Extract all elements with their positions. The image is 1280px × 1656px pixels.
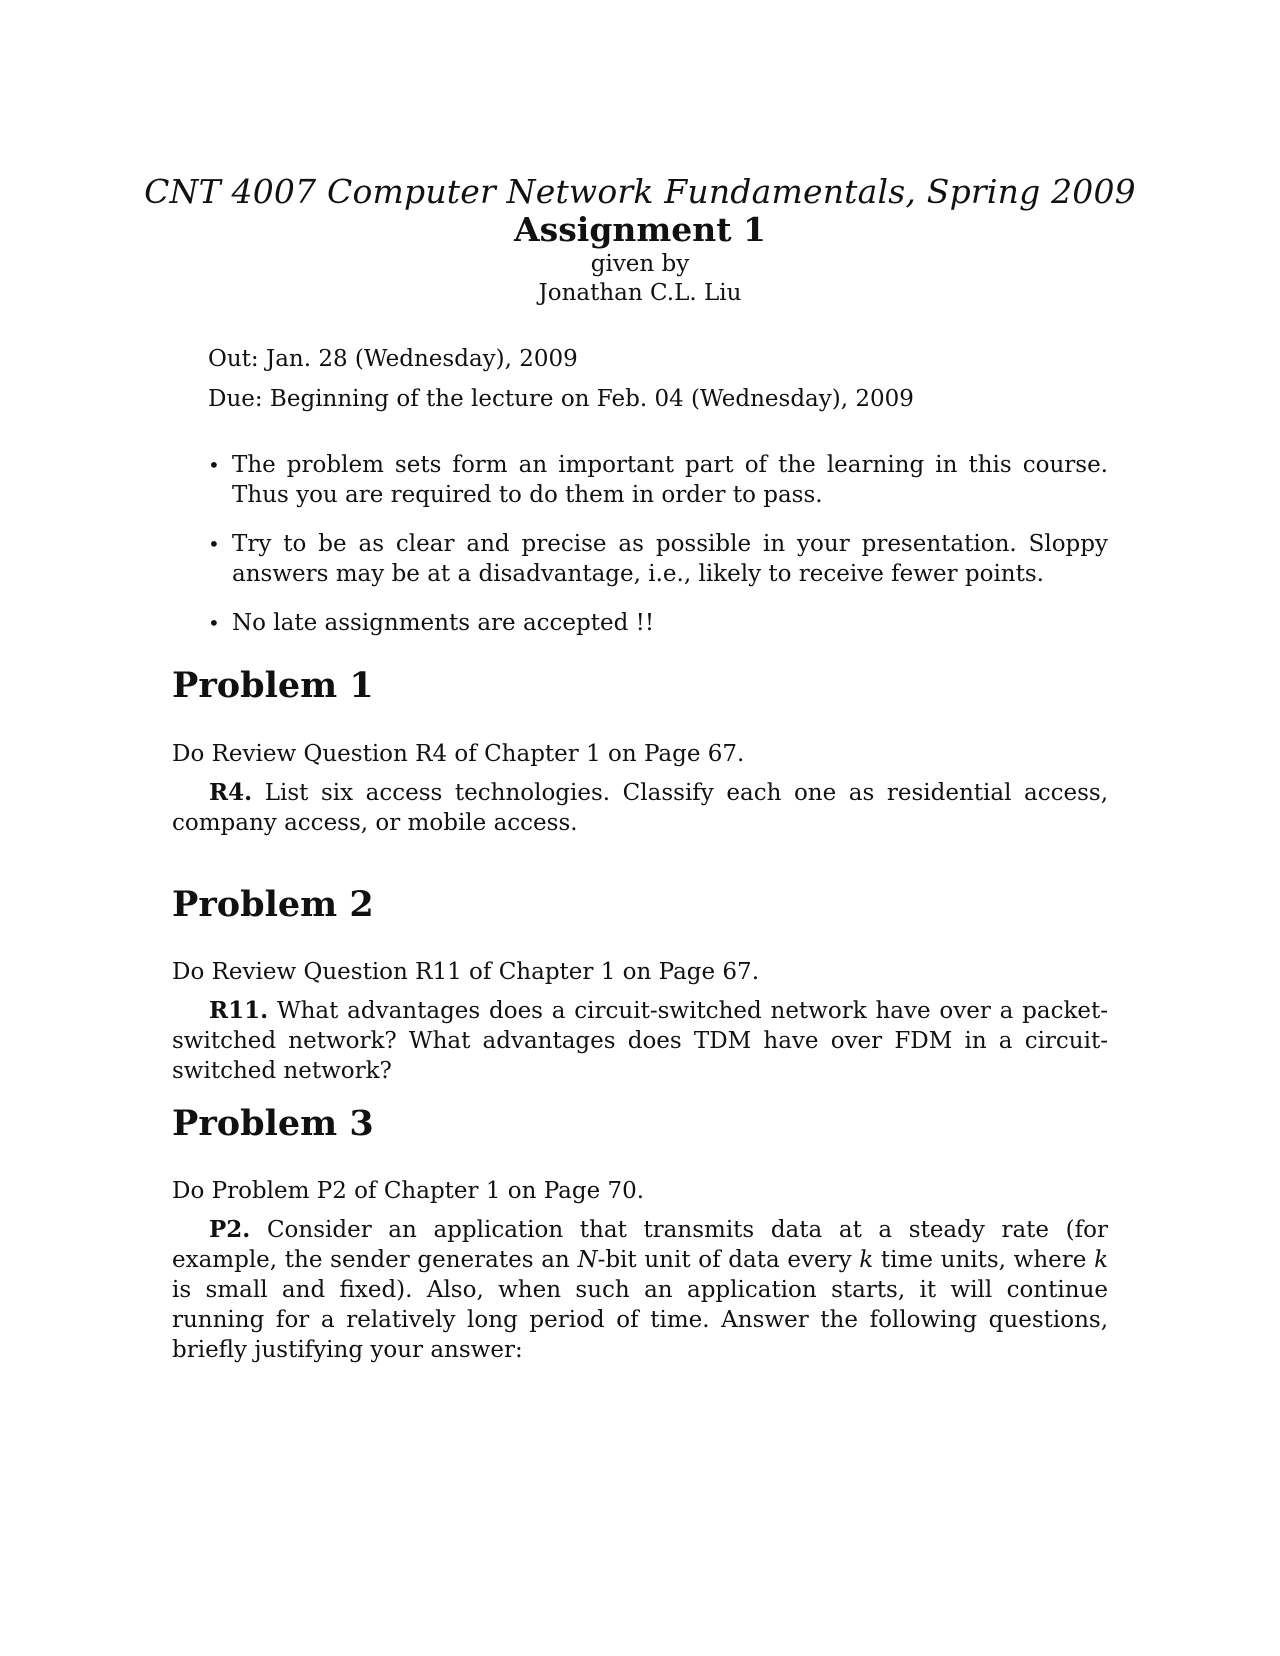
instruction-text: No late assignments are accepted !!: [232, 610, 655, 636]
variable-k: k: [1094, 1247, 1109, 1273]
question-text-c: time units, where: [873, 1247, 1095, 1273]
problem-2-question: [172, 996, 1108, 1086]
problem-3-instruction: Do Problem P2 of Chapter 1 on Page 70.: [172, 1178, 645, 1204]
problem-1-instruction: Do Review Question R4 of Chapter 1 on Page 67.: [172, 741, 745, 767]
question-text-a: Consider an application that transmits data at a steady rate (for example, the sender generates an: [172, 1217, 1108, 1273]
problem-2-instruction: Do Review Question R11 of Chapter 1 on Page 67.: [172, 959, 760, 985]
question-label: R4.: [209, 779, 253, 806]
instruction-item: [208, 450, 1108, 510]
course-title: CNT 4007 Computer Network Fundamentals, Spring 2009: [144, 172, 1136, 211]
instruction-item: [208, 529, 1108, 589]
question-label: P2.: [209, 1216, 251, 1243]
variable-n: N: [577, 1247, 598, 1273]
problem-1-heading: Problem 1: [172, 665, 374, 706]
bullet-icon: •: [208, 532, 220, 556]
bullet-icon: •: [208, 453, 220, 477]
given-by-text: given by: [590, 251, 690, 277]
question-label: R11.: [209, 997, 269, 1024]
instruction-text: Try to be as clear and precise as possible in your presentation. Sloppy answers may be at a disadvantage, i.e., likely to receive fewer points.: [232, 531, 1108, 587]
problem-3-question: [172, 1215, 1108, 1365]
problem-3-heading: Problem 3: [172, 1103, 374, 1144]
bullet-icon: •: [208, 611, 220, 635]
problem-1-question: [172, 778, 1108, 838]
author-name: Jonathan C.L. Liu: [538, 280, 742, 306]
question-text: What advantages does a circuit-switched network have over a packet-switched network? What advantages does TDM have over FDM in a circuit-switched network?: [172, 998, 1109, 1084]
due-date: Due: Beginning of the lecture on Feb. 04 (Wednesday), 2009: [208, 386, 914, 412]
out-date: Out: Jan. 28 (Wednesday), 2009: [208, 346, 578, 372]
assignment-title: Assignment 1: [514, 210, 766, 249]
instructions-list: [208, 450, 1108, 657]
question-text-d: is small and fixed). Also, when such an application starts, it will continue running for a relatively long period of time. Answer the following questions, briefly justifying your answer:: [172, 1277, 1108, 1363]
question-text-b: -bit unit of data every: [597, 1247, 860, 1273]
instruction-text: The problem sets form an important part of the learning in this course. Thus you are required to do them in order to pass.: [232, 452, 1108, 508]
variable-k: k: [859, 1247, 874, 1273]
instruction-item: [208, 608, 1108, 638]
problem-2-heading: Problem 2: [172, 884, 374, 925]
question-text: List six access technologies. Classify each one as residential access, company access, or mobile access.: [172, 780, 1109, 836]
